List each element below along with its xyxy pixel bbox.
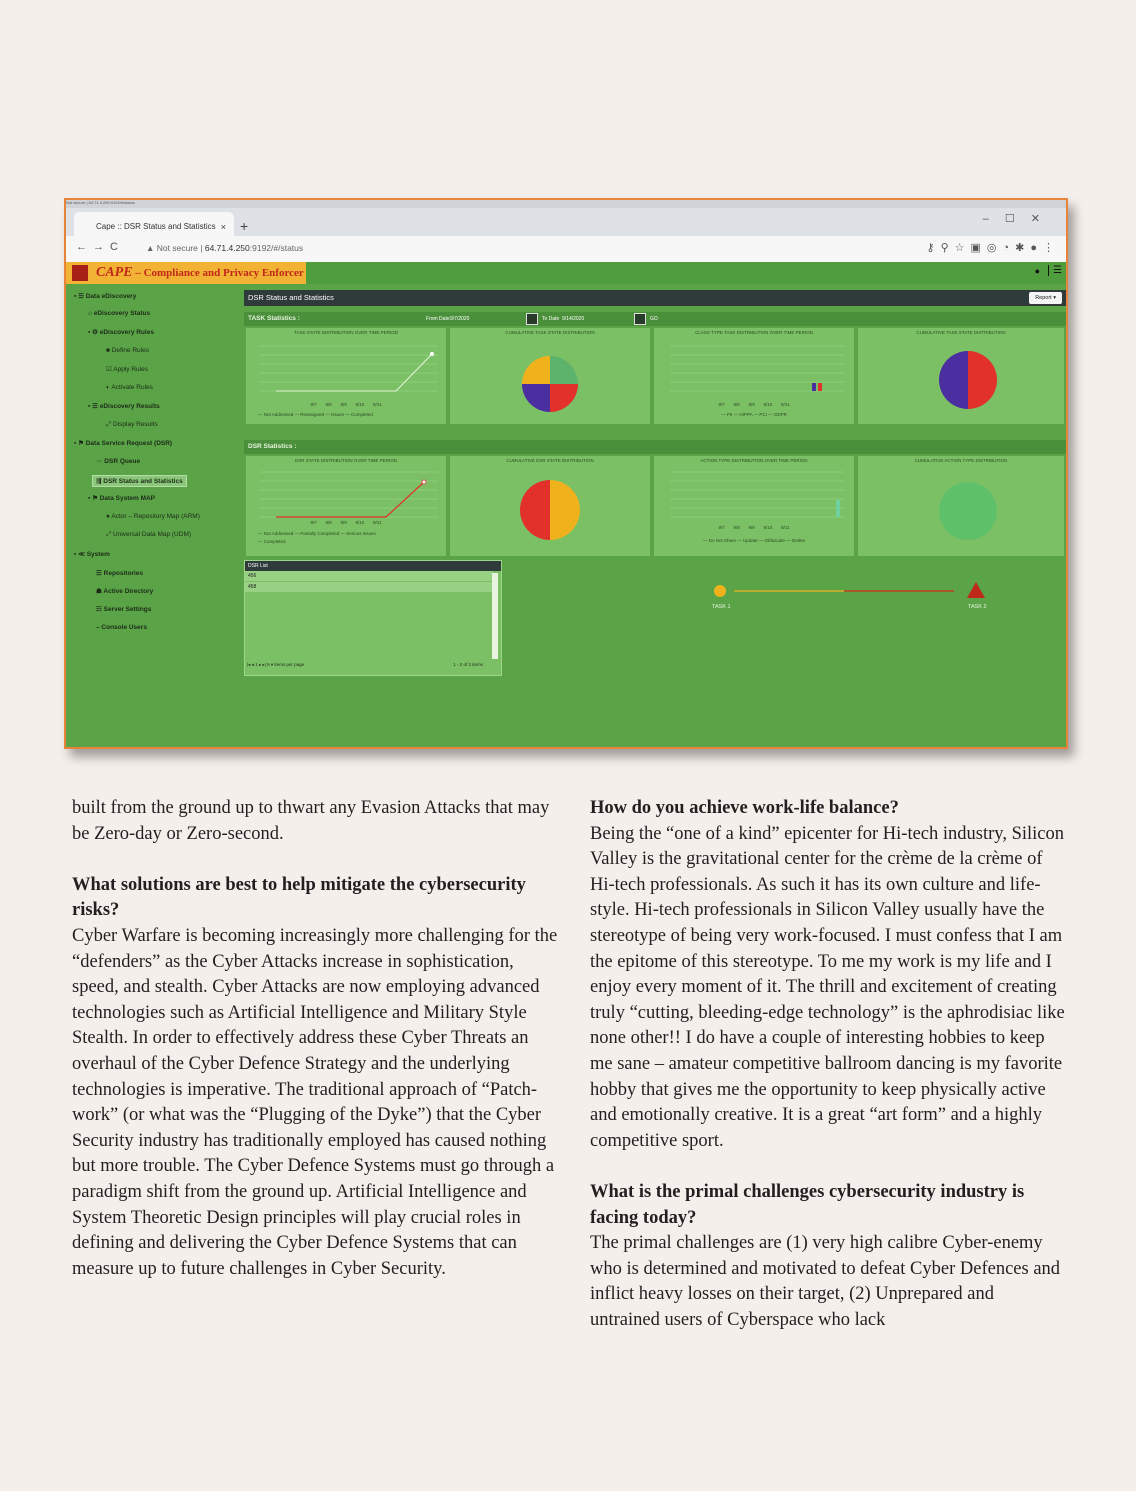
from-date-input[interactable]: 9/7/2020 [450, 316, 470, 322]
legend: — Do Not Share — Update — Obfuscate — Delete [702, 538, 806, 543]
extension-icons[interactable]: ⚷⚲☆▣◎◔✱●⋮ [926, 242, 1060, 254]
logo-tagline: – Compliance and Privacy Enforcer [135, 267, 304, 279]
sidebar-item[interactable]: ◐ Activate Rules [106, 384, 153, 391]
pager[interactable] [247, 662, 495, 671]
list-item[interactable]: 456 [245, 571, 493, 582]
task-flow [624, 574, 1024, 634]
paragraph: Cyber Warfare is becoming increasingly more challenging for the “defenders” as the Cyber Attacks increase in sophistication, speed, and stealth. Cyber Attacks are now employing advanced technologies such as Artificial Intelligence and Military Style Stealth. In order to effectively address these Cyber Threats an overhaul of the Cyber Defence Strategy and the underlying technologies is imperative. The traditional approach of “Patch-work” (or what was the “Plugging of the Dyke”) that the Cyber Security industry has traditionally employed has caused nothing but more trouble. The Cyber Defence Systems must go through a paradigm shift from the ground up. Artificial Intelligence and System Theoretic Design principles will play crucial roles in defining and delivering the Cyber Defence Systems that can measure up to future challenges in Cyber Security. [72, 925, 558, 1279]
task-pie-chart [450, 328, 650, 424]
question-heading: What is the primal challenges cybersecurity industry is facing today? [590, 1181, 1025, 1228]
nav-buttons[interactable]: ←→C [76, 241, 124, 253]
action-pie-panel [858, 456, 1064, 556]
calendar-icon[interactable] [526, 313, 538, 325]
sidebar-item[interactable]: ☰ Repositories [96, 570, 144, 577]
bell-icon[interactable]: ● [1034, 266, 1040, 276]
panel-title: CUMULATIVE ACTION TYPE DISTRIBUTION [914, 458, 1008, 463]
panel-title: TASK STATE DISTRIBUTION OVER TIME PERIOD [294, 330, 398, 335]
address-bar [66, 236, 1066, 262]
url-secure-label: Not secure [156, 243, 198, 253]
paragraph: The primal challenges are (1) very high calibre Cyber-enemy who is determined and motivated to defeat Cyber Defences and inflict heavy losses on their target, (2) Unprepared and untrained users of Cyberspace who lack [590, 1233, 1061, 1330]
x-ticks: 9/7 9/8 9/9 9/10 9/11 [310, 402, 382, 407]
app-header [66, 262, 1066, 284]
sidebar-item[interactable]: ⌂ eDiscovery Status [88, 310, 151, 317]
app-logo [66, 262, 306, 284]
x-ticks: 9/7 9/8 9/9 9/10 9/11 [310, 520, 382, 525]
sidebar-item[interactable]: ▪ ⚑ Data Service Request (DSR) [74, 440, 173, 447]
action-bar-panel [654, 456, 854, 556]
legend: — Not Addressed — Reassigned — Issues — Completed [258, 412, 373, 417]
paragraph: Being the “one of a kind” epicenter for Hi-tech industry, Silicon Valley is the gravitational center for the crème de la crème of Hi-tech professionals. As such it has its own culture and life-style. Hi-tech professionals in Silicon Valley usually have the stereotype of being very work-focused. I must confess that I am the epitome of this stereotype. To me my work is my life and I enjoy every moment of it. The thrill and excitement of creating truly “cutting, bleeding-edge technology” is the aphrodisiac like none other!! I do have a couple of interesting hobbies to keep me sane – amateur competitive ballroom dancing is my favorite hobby that gives me the opportunity to keep physically active and emotionally creative. It is a great “art form” and a highly competitive sport. [590, 823, 1065, 1151]
x-ticks: 9/7 9/8 9/9 9/10 9/11 [718, 525, 790, 530]
legend: — Not Addressed — Partially Completed — Serious Issues [258, 531, 376, 536]
x-ticks: 9/7 9/8 9/9 9/10 9/11 [718, 402, 790, 407]
sidebar-item[interactable]: ⇔ DSR Queue [96, 458, 141, 465]
sidebar-item[interactable]: ⤢ Universal Data Map (UDM) [106, 531, 192, 538]
task-pie2-chart [858, 328, 1064, 424]
sidebar-item[interactable]: ▪ ☰ eDiscovery Results [88, 403, 160, 410]
panel-title: CUMULATIVE TASK STATE DISTRIBUTION [505, 330, 595, 335]
class-bar-chart [654, 328, 854, 424]
to-date-input[interactable]: 9/14/2020 [562, 316, 585, 322]
sidebar-item[interactable]: ▪ ⚙ eDiscovery Rules [88, 329, 154, 336]
task-line-chart [246, 328, 446, 424]
page-title: DSR Status and Statistics [248, 293, 334, 302]
task-pie-panel [450, 328, 650, 424]
question-heading: How do you achieve work-life balance? [590, 798, 899, 818]
sidebar-item[interactable]: ■ Define Rules [106, 347, 149, 354]
legend: — Completed [258, 539, 286, 544]
scrollbar[interactable] [492, 573, 498, 659]
panel-title: CLASS TYPE TASK DISTRIBUTION OVER TIME PERIOD [695, 330, 813, 335]
class-bar-panel [654, 328, 854, 424]
url-field[interactable]: ▲ Not secure | 64.71.4.250:9192/#/status [146, 243, 304, 253]
task-stats-heading: TASK Statistics : [248, 315, 300, 322]
page-title-bar [244, 290, 1066, 306]
paragraph: built from the ground up to thwart any Evasion Attacks that may be Zero-day or Zero-second. [72, 798, 550, 844]
task1-label: TASK 1 [712, 604, 731, 610]
sidebar-item[interactable]: ☷ Server Settings [96, 606, 152, 613]
main-content [244, 284, 1066, 747]
sidebar-item[interactable]: ▪ ⚑ Data System MAP [88, 495, 156, 502]
action-pie-chart [858, 456, 1064, 556]
dsr-pie-panel [450, 456, 650, 556]
warning-icon: ▲ [146, 243, 155, 253]
article-left-column [72, 796, 562, 1282]
to-date-label: To Date [542, 316, 560, 322]
sidebar [66, 284, 244, 747]
task2-label: TASK 2 [968, 604, 987, 610]
window-controls[interactable]: –☐✕ [982, 213, 1056, 225]
task-stats-header [244, 312, 1066, 326]
task-flow-graphic [624, 574, 1024, 614]
url-path: :9192/#/status [249, 243, 304, 253]
calendar-icon[interactable] [634, 313, 646, 325]
logo-mark-icon [72, 265, 88, 281]
panel-title: ACTION TYPE DISTRIBUTION OVER TIME PERIOD [700, 458, 808, 463]
panel-title: CUMULATIVE TASK STATE DISTRIBUTION [916, 330, 1006, 335]
close-icon[interactable]: × [220, 222, 226, 232]
from-date-label: From Date [426, 316, 450, 322]
task-pie2-panel [858, 328, 1064, 424]
question-heading: What solutions are best to help mitigate the cybersecurity risks? [72, 874, 526, 921]
dsr-pie-chart [450, 456, 650, 556]
dsr-list [244, 560, 502, 676]
browser-top-strip: Not secure | 64.71.4.250:9192/#/status [66, 200, 1066, 208]
panel-title: CUMULATIVE DSR STATE DISTRIBUTION [506, 458, 594, 463]
sidebar-item-active[interactable]: ⇶ DSR Status and Statistics [92, 475, 187, 487]
dsr-list-heading: DSR List [245, 561, 501, 571]
menu-icon[interactable]: ☰ [1048, 265, 1062, 276]
dsr-stats-header: DSR Statistics : [244, 440, 1066, 454]
list-item[interactable]: 458 [245, 582, 493, 593]
sidebar-item[interactable]: ▪ ☰ Data eDiscovery [74, 293, 137, 300]
sidebar-item[interactable]: ⤢ Display Results [106, 421, 158, 428]
task-line-panel [246, 328, 446, 424]
article-right-column [590, 796, 1068, 1333]
legend: — PII — HIPPA — PCI — GDPR [721, 412, 787, 417]
logo-text: CAPE [96, 265, 133, 280]
report-button[interactable]: Report ▾ [1029, 292, 1062, 304]
sidebar-item[interactable]: ▪ ≪ System [74, 551, 110, 558]
dsr-line-panel [246, 456, 446, 556]
url-host: 64.71.4.250 [204, 243, 250, 253]
sidebar-item[interactable]: ☗ Active Directory [96, 588, 154, 595]
sidebar-item[interactable]: – Console Users [96, 624, 147, 631]
pager-count: 1 - 2 of 2 items [453, 662, 483, 667]
sidebar-item[interactable]: ● Actor – Repository Map (ARM) [106, 513, 200, 520]
new-tab-button[interactable]: + [240, 218, 249, 234]
tab-title: Cape :: DSR Status and Statistics [96, 222, 216, 231]
pager-controls[interactable]: |◂ ◂ 1 ▸ ▸| 5 ▾ items per page [247, 662, 305, 667]
embedded-screenshot [64, 198, 1068, 749]
panel-title: DSR STATE DISTRIBUTION OVER TIME PERIOD [294, 458, 397, 463]
go-button[interactable]: GO [650, 316, 658, 322]
sidebar-item[interactable]: ☑ Apply Rules [106, 366, 148, 373]
